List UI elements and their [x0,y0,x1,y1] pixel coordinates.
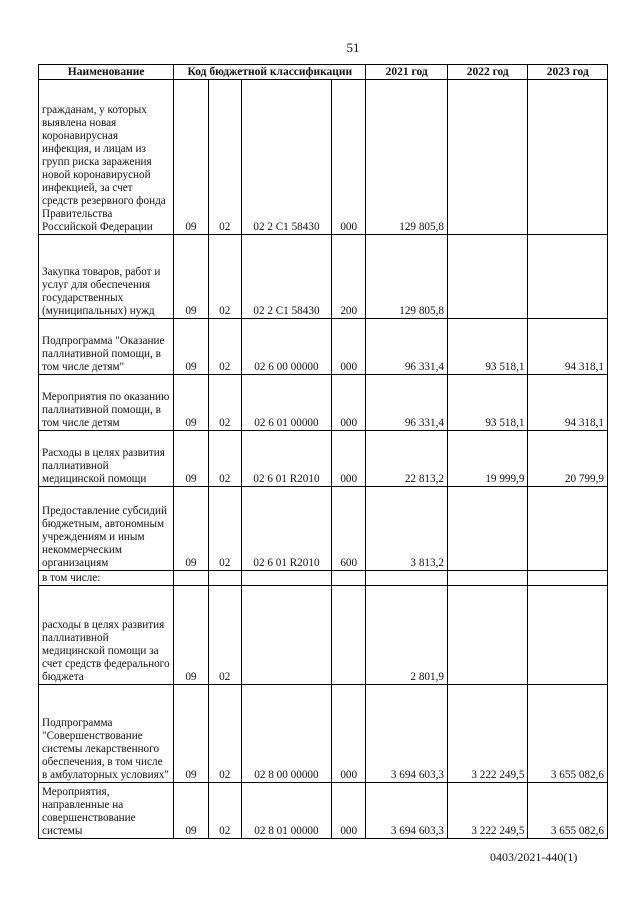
row-target-article [241,571,331,586]
row-expense-type [332,586,366,685]
row-name: гражданам, у которых выявлена новая коронавирусная инфекция, и лицам из групп риска заражения новой коронавирусной инфекцией, за счет средств резервного фонда Правительства Российской Федерации [39,80,174,235]
row-name: Расходы в целях развития паллиативной медицинской помощи [39,431,174,487]
row-amount-2021: 96 331,4 [366,375,448,431]
header-year-2023: 2023 год [528,65,608,80]
row-subsection: 02 [208,80,241,235]
row-subsection: 02 [208,375,241,431]
table-row [39,487,608,571]
row-target-article: 02 8 00 00000 [241,685,331,783]
row-subsection: 02 [208,586,241,685]
document-code: 0403/2021-440(1) [490,850,578,864]
row-name: Подпрограмма "Оказание паллиативной помощи, в том числе детям" [39,319,174,375]
row-target-article: 02 2 C1 58430 [241,235,331,319]
row-section: 09 [174,431,208,487]
row-amount-2023: 20 799,9 [528,431,608,487]
row-name: Мероприятия, направленные на совершенствование системы [39,783,174,839]
row-amount-2021: 129 805,8 [366,80,448,235]
row-target-article: 02 6 01 R2010 [241,431,331,487]
row-subsection: 02 [208,685,241,783]
row-target-article [241,586,331,685]
row-amount-2022: 3 222 249,5 [447,783,528,839]
row-section: 09 [174,783,208,839]
row-name: Предоставление субсидий бюджетным, автономным учреждениям и иным некоммерческим организациям [39,487,174,571]
header-row [39,65,608,80]
row-name: в том числе: [39,571,174,586]
row-target-article: 02 2 C1 58430 [241,80,331,235]
row-amount-2021: 3 694 603,3 [366,783,448,839]
row-amount-2021: 22 813,2 [366,431,448,487]
row-amount-2022: 93 518,1 [447,319,528,375]
row-amount-2023 [528,235,608,319]
budget-table [38,64,608,839]
table-row [39,235,608,319]
row-section: 09 [174,487,208,571]
row-amount-2022: 19 999,9 [447,431,528,487]
table-row [39,586,608,685]
row-amount-2023 [528,586,608,685]
row-expense-type: 200 [332,235,366,319]
row-amount-2022 [447,487,528,571]
table-row [39,431,608,487]
table-row [39,783,608,839]
row-amount-2021: 96 331,4 [366,319,448,375]
row-expense-type: 000 [332,375,366,431]
row-expense-type: 000 [332,685,366,783]
page-number: 51 [346,40,360,55]
row-amount-2023: 3 655 082,6 [528,685,608,783]
row-section: 09 [174,375,208,431]
row-amount-2023: 94 318,1 [528,375,608,431]
row-amount-2022 [447,235,528,319]
row-amount-2023: 3 655 082,6 [528,783,608,839]
row-section: 09 [174,685,208,783]
row-target-article: 02 6 01 00000 [241,375,331,431]
row-amount-2021 [366,571,448,586]
row-name: Мероприятия по оказанию паллиативной помощи, в том числе детям [39,375,174,431]
header-budget-code: Код бюджетной классификации [174,65,366,80]
row-section: 09 [174,319,208,375]
row-expense-type: 600 [332,487,366,571]
table-row [39,685,608,783]
row-target-article: 02 8 01 00000 [241,783,331,839]
row-name: расходы в целях развития паллиативной медицинской помощи за счет средств федерального бюджета [39,586,174,685]
row-section: 09 [174,80,208,235]
row-subsection [208,571,241,586]
row-section: 09 [174,586,208,685]
row-expense-type: 000 [332,783,366,839]
row-amount-2021: 129 805,8 [366,235,448,319]
row-subsection: 02 [208,487,241,571]
header-year-2021: 2021 год [366,65,448,80]
row-amount-2022: 93 518,1 [447,375,528,431]
table-row [39,80,608,235]
header-name: Наименование [39,65,174,80]
row-amount-2022 [447,571,528,586]
row-expense-type: 000 [332,431,366,487]
row-subsection: 02 [208,235,241,319]
row-amount-2022: 3 222 249,5 [447,685,528,783]
row-amount-2023 [528,80,608,235]
row-amount-2023 [528,487,608,571]
table-row [39,319,608,375]
row-amount-2021: 2 801,9 [366,586,448,685]
row-amount-2023 [528,571,608,586]
row-name: Подпрограмма "Совершенствование системы лекарственного обеспечения, в том числе в амбулаторных условиях" [39,685,174,783]
row-section: 09 [174,235,208,319]
row-amount-2023: 94 318,1 [528,319,608,375]
row-expense-type [332,571,366,586]
table-row [39,571,608,586]
row-amount-2021: 3 813,2 [366,487,448,571]
row-subsection: 02 [208,783,241,839]
row-expense-type: 000 [332,319,366,375]
row-amount-2022 [447,586,528,685]
row-name: Закупка товаров, работ и услуг для обеспечения государственных (муниципальных) нужд [39,235,174,319]
header-year-2022: 2022 год [447,65,528,80]
row-section [174,571,208,586]
row-target-article: 02 6 01 R2010 [241,487,331,571]
row-subsection: 02 [208,431,241,487]
row-expense-type: 000 [332,80,366,235]
row-target-article: 02 6 00 00000 [241,319,331,375]
row-subsection: 02 [208,319,241,375]
row-amount-2021: 3 694 603,3 [366,685,448,783]
row-amount-2022 [447,80,528,235]
table-row [39,375,608,431]
